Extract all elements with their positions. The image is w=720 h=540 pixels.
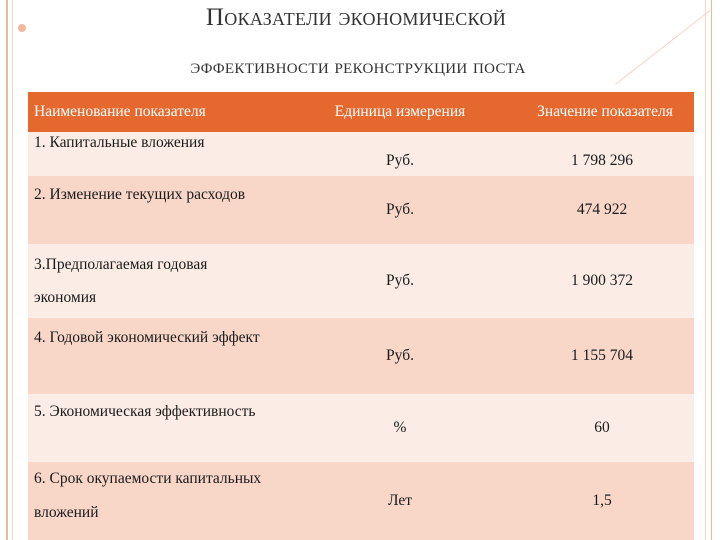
table-row <box>28 462 694 540</box>
row-value: 1 900 372 <box>571 272 633 289</box>
row-value: 1,5 <box>592 492 612 509</box>
frame-border-right-inner <box>705 0 706 540</box>
frame-border-left-inner <box>12 0 13 540</box>
frame-border-right <box>711 0 712 540</box>
table-row <box>28 394 694 462</box>
table-row <box>28 132 694 176</box>
row-unit: Руб. <box>386 347 414 364</box>
row-indicator-name: 2. Изменение текущих расходов <box>34 186 246 203</box>
row-indicator-name: 3.Предполагаемая годовая экономия <box>34 256 208 306</box>
row-unit: % <box>393 419 407 436</box>
row-indicator-name: 6. Срок окупаемости капитальных вложений <box>34 470 262 521</box>
row-value: 474 922 <box>576 201 628 218</box>
header-unit: Единица измерения <box>334 103 466 120</box>
slide-title-line-2: эффективности реконструкции поста <box>190 54 526 78</box>
table-row <box>28 176 694 244</box>
row-unit: Руб. <box>386 201 414 218</box>
row-value: 1 155 704 <box>571 347 633 364</box>
slide-title-line-1: Показатели экономической <box>205 4 507 31</box>
row-unit: Руб. <box>386 152 414 169</box>
row-value: 60 <box>594 419 610 436</box>
frame-border-left <box>6 0 8 540</box>
header-indicator-name: Наименование показателя <box>34 103 206 120</box>
row-indicator-name: 4. Годовой экономический эффект <box>34 329 260 346</box>
row-unit: Руб. <box>386 272 414 289</box>
header-value: Значение показателя <box>537 103 673 120</box>
table-row <box>28 318 694 394</box>
table-header-row <box>28 92 694 132</box>
row-indicator-name: 5. Экономическая эффективность <box>34 403 256 420</box>
indicators-table <box>28 92 694 540</box>
row-unit: Лет <box>387 492 413 509</box>
row-value: 1 798 296 <box>571 152 633 169</box>
row-indicator-name: 1. Капитальные вложения <box>34 134 205 151</box>
table-row <box>28 244 694 318</box>
